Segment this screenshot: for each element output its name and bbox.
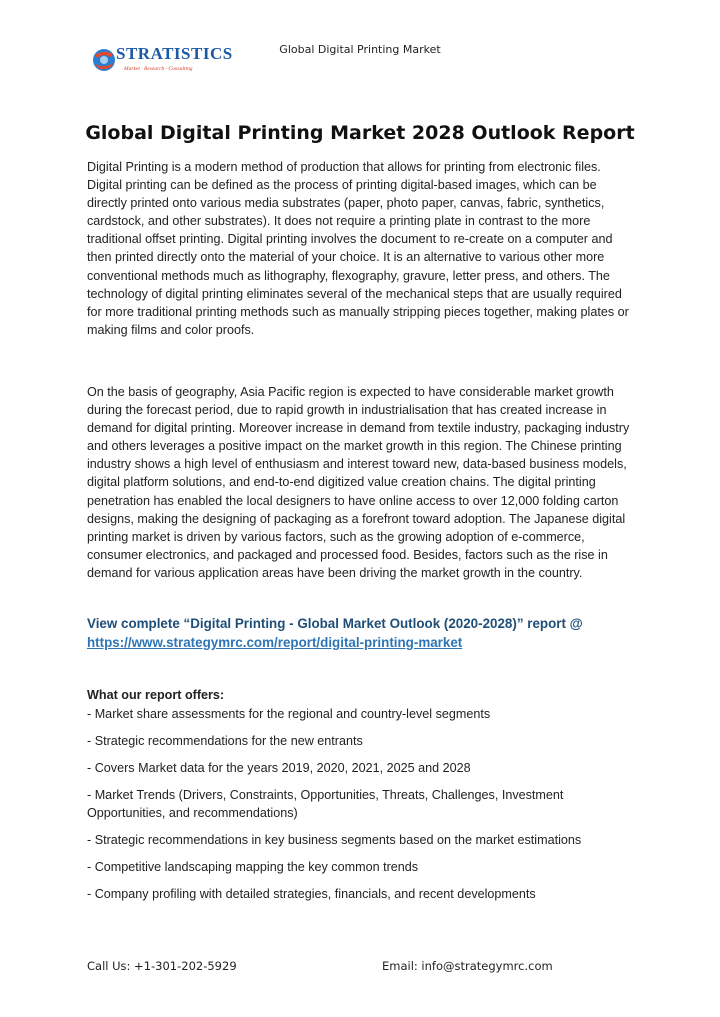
footer-email: Email: info@strategymrc.com — [382, 959, 553, 973]
offers-list — [87, 705, 635, 912]
running-header: Global Digital Printing Market — [279, 43, 441, 56]
list-item: - Strategic recommendations in key business segments based on the market estimations — [87, 833, 582, 847]
intro-paragraph: Digital Printing is a modern method of production that allows for printing from electronic files. Digital printing can be defined as the process of printing digital-based images, which can be directly printed onto various media substrates (paper, photo paper, canvas, fabric, synthetics, cardstock, and other substrates). It does not require a printing plate in contrast to the more traditional offset printing. Digital printing involves the document to re-create on a computer and then printed directly onto the material of your choice. It is an alternative to various other more conventional methods much as lithography, flexography, gravure, letter press, and others. The technology of digital printing eliminates several of the mechanical steps that are usually required for more traditional printing methods such as manually stripping pieces together, making plates or making films and color proofs. — [87, 160, 629, 337]
list-item: - Covers Market data for the years 2019, 2020, 2021, 2025 and 2028 — [87, 761, 471, 775]
list-item: - Market share assessments for the regional and country-level segments — [87, 707, 491, 721]
report-cta — [87, 614, 635, 652]
geography-paragraph: On the basis of geography, Asia Pacific region is expected to have considerable market growth during the forecast period, due to rapid growth in industrialisation that has created increase in demand for digital printing. Moreover increase in demand from textile industry, packaging industry and others leverages a positive impact on the market growth in this region. The Chinese printing industry shows a high level of enthusiasm and interest toward new, data-based business models, digital platform solutions, and end-to-end digitized value creation chains. The digital printing penetration has enabled the local designers to have online access to over 12,000 folding carton designs, making the designing of packaging as a forefront toward adoption. The Japanese digital printing market is driven by various factors, such as the growing adoption of e-commerce, consumer electronics, and packaged and processed food. Besides, factors such as the rise in demand for various application areas have been driving the market growth in the country. — [87, 385, 630, 580]
list-item: - Strategic recommendations for the new entrants — [87, 734, 363, 748]
list-item: - Company profiling with detailed strategies, financials, and recent developments — [87, 887, 536, 901]
cta-text: View complete “Digital Printing - Global Market Outlook (2020-2028)” report @ — [87, 616, 583, 631]
logo-tagline: Market · Research · Consulting — [124, 66, 193, 72]
list-item: - Competitive landscaping mapping the key common trends — [87, 860, 419, 874]
report-link[interactable]: https://www.strategymrc.com/report/digital-printing-market — [87, 635, 463, 650]
page-title: Global Digital Printing Market 2028 Outlook Report — [85, 122, 635, 144]
footer-phone: Call Us: +1-301-202-5929 — [87, 959, 237, 973]
logo-wordmark: STRATISTICS — [116, 44, 233, 63]
list-item: - Market Trends (Drivers, Constraints, Opportunities, Threats, Challenges, Investment Opportunities, and recommendations) — [87, 788, 564, 820]
offers-heading: What our report offers: — [87, 688, 225, 702]
